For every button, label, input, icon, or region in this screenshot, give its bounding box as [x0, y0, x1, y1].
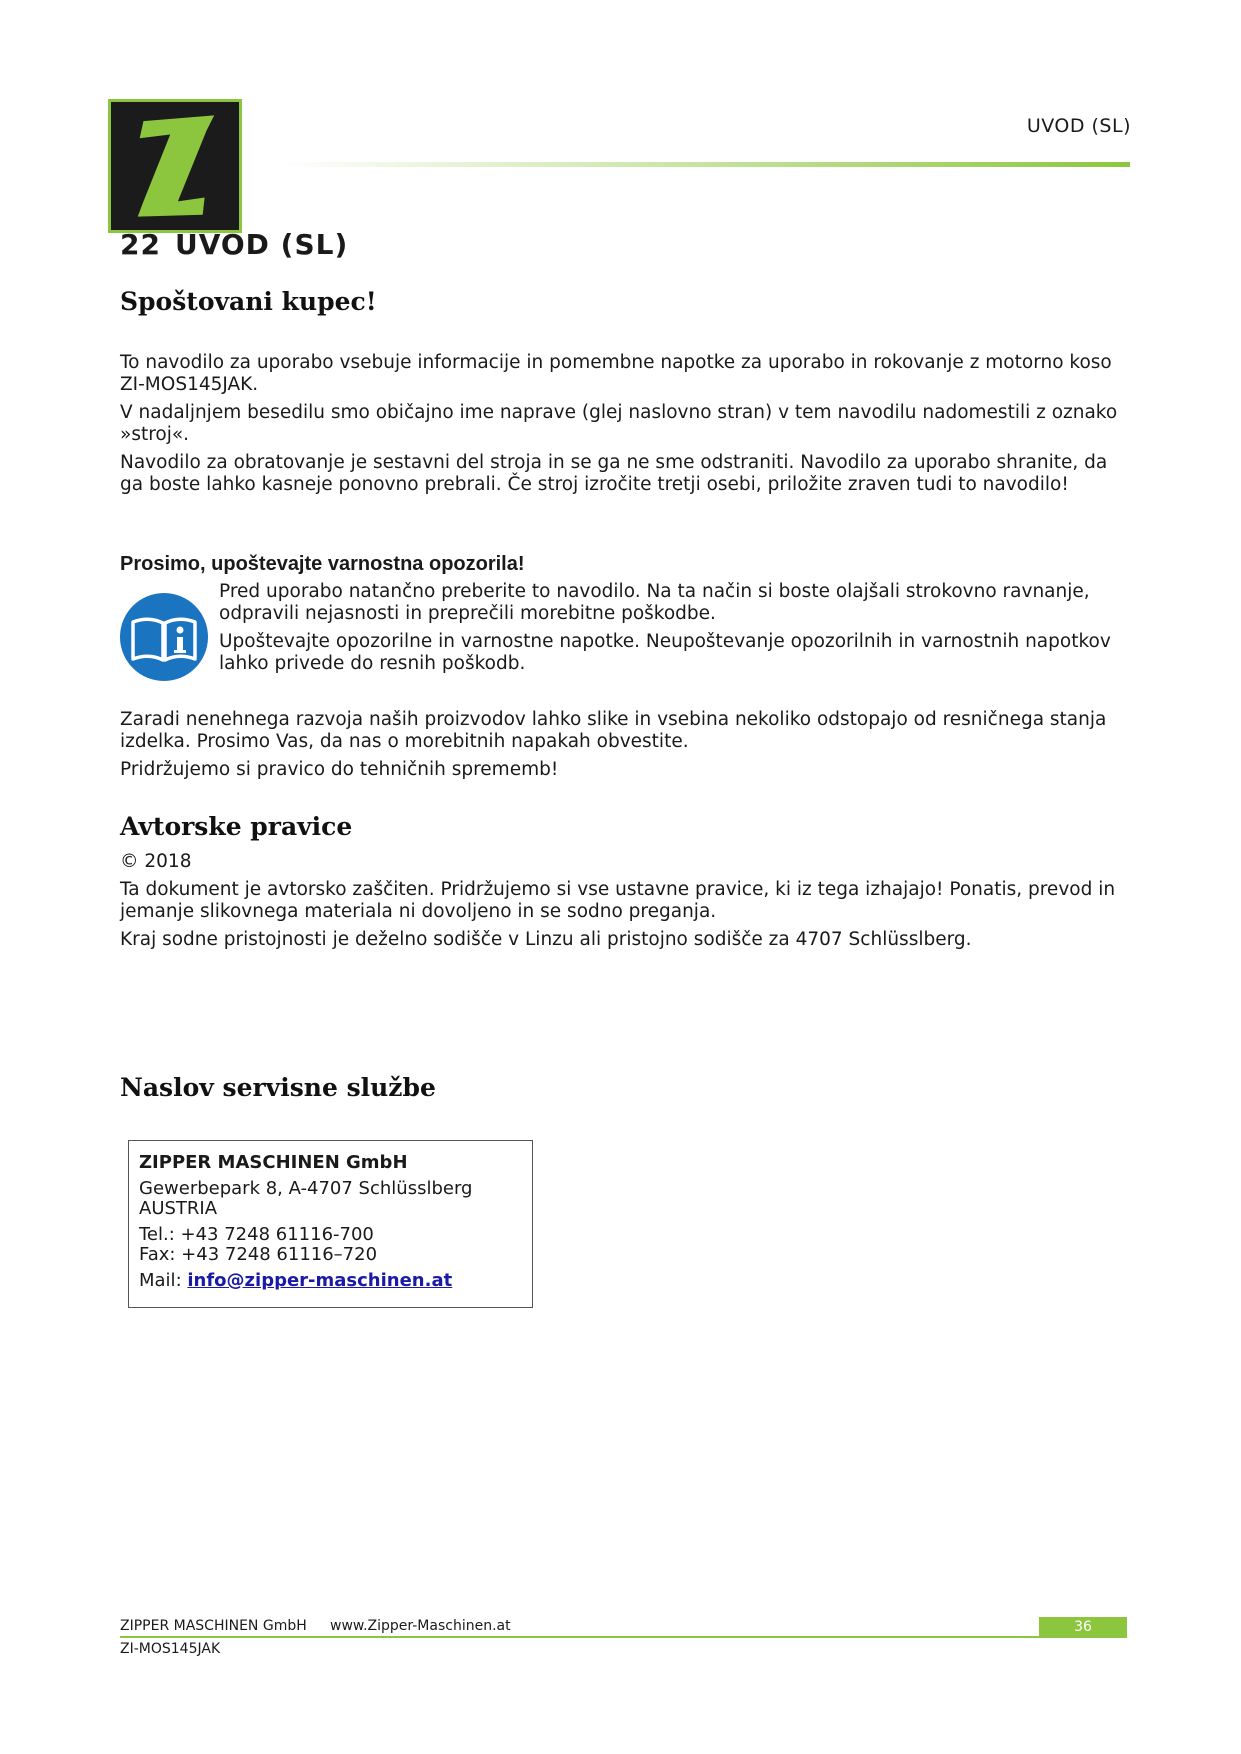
- page-number: 36: [1039, 1617, 1127, 1638]
- header-section-label: UVOD (SL): [1026, 115, 1131, 137]
- greeting-paragraph: V nadaljnjem besedilu smo običajno ime naprave (glej naslovno stran) v tem navodilu nadomestili z oznako »stroj«.: [120, 402, 1118, 445]
- service-address: Gewerbepark 8, A-4707 Schlüsslberg: [139, 1178, 473, 1199]
- greeting-heading: Spoštovani kupec!: [120, 287, 377, 316]
- service-mail-label: Mail:: [139, 1270, 188, 1291]
- safety-body: [219, 581, 1119, 681]
- service-address-box: [128, 1140, 533, 1308]
- copyright-paragraph: Kraj sodne pristojnosti je deželno sodišče v Linzu ali pristojno sodišče za 4707 Schlüsslberg.: [120, 929, 972, 950]
- service-heading: Naslov servisne službe: [120, 1073, 436, 1102]
- notice-paragraph: Zaradi nenehnega razvoja naših proizvodov lahko slike in vsebina nekoliko odstopajo od resničnega stanja izdelka. Prosimo Vas, da nas o morebitnih napakah obvestite.: [120, 709, 1107, 752]
- copyright-year: © 2018: [120, 851, 192, 872]
- service-mail-link[interactable]: info@zipper-maschinen.at: [187, 1270, 453, 1291]
- service-company: ZIPPER MASCHINEN GmbH: [139, 1152, 408, 1173]
- footer-model: ZI-MOS145JAK: [120, 1641, 221, 1657]
- footer-divider: [120, 1636, 1127, 1638]
- zipper-logo: [108, 99, 242, 233]
- footer-company: ZIPPER MASCHINEN GmbH: [120, 1618, 307, 1634]
- zipper-z-logo-icon: [111, 102, 239, 230]
- safety-heading: Prosimo, upoštevajte varnostna opozorila!: [120, 553, 525, 575]
- greeting-paragraph: To navodilo za uporabo vsebuje informacije in pomembne napotke za uporabo in rokovanje z motorno koso ZI-MOS145JAK.: [120, 352, 1112, 395]
- copyright-paragraph: Ta dokument je avtorsko zaščiten. Pridržujemo si vse ustavne pravice, ki iz tega izhajajo! Ponatis, prevod in jemanje slikovnega materiala ni dovoljeno in se sodno preganja.: [120, 879, 1116, 922]
- chapter-number: 22: [120, 228, 161, 261]
- safety-paragraph: Pred uporabo natančno preberite to navodilo. Na ta način si boste olajšali strokovno ravnanje, odpravili nejasnosti in preprečili morebitne poškodbe.: [219, 581, 1090, 624]
- copyright-body: [120, 851, 1130, 957]
- footer-website: www.Zipper-Maschinen.at: [330, 1618, 511, 1634]
- service-country: AUSTRIA: [139, 1198, 218, 1219]
- chapter-title: [120, 228, 348, 261]
- service-fax: Fax: +43 7248 61116–720: [139, 1244, 378, 1265]
- header-divider: [280, 162, 1130, 167]
- chapter-title-text: UVOD (SL): [174, 228, 349, 261]
- service-mail-line: [139, 1271, 522, 1291]
- manual-info-icon: [119, 592, 209, 682]
- greeting-body: [120, 352, 1130, 502]
- notice-body: [120, 709, 1130, 787]
- service-tel: Tel.: +43 7248 61116-700: [139, 1224, 374, 1245]
- copyright-heading: Avtorske pravice: [120, 812, 353, 841]
- notice-paragraph: Pridržujemo si pravico do tehničnih sprememb!: [120, 759, 559, 780]
- safety-paragraph: Upoštevajte opozorilne in varnostne napotke. Neupoštevanje opozorilnih in varnostnih napotkov lahko privede do resnih poškodb.: [219, 631, 1111, 674]
- greeting-paragraph: Navodilo za obratovanje je sestavni del stroja in se ga ne sme odstraniti. Navodilo za uporabo shranite, da ga boste lahko kasneje ponovno prebrali. Če stroj izročite tretji osebi, priložite zraven tudi to navodilo!: [120, 452, 1108, 495]
